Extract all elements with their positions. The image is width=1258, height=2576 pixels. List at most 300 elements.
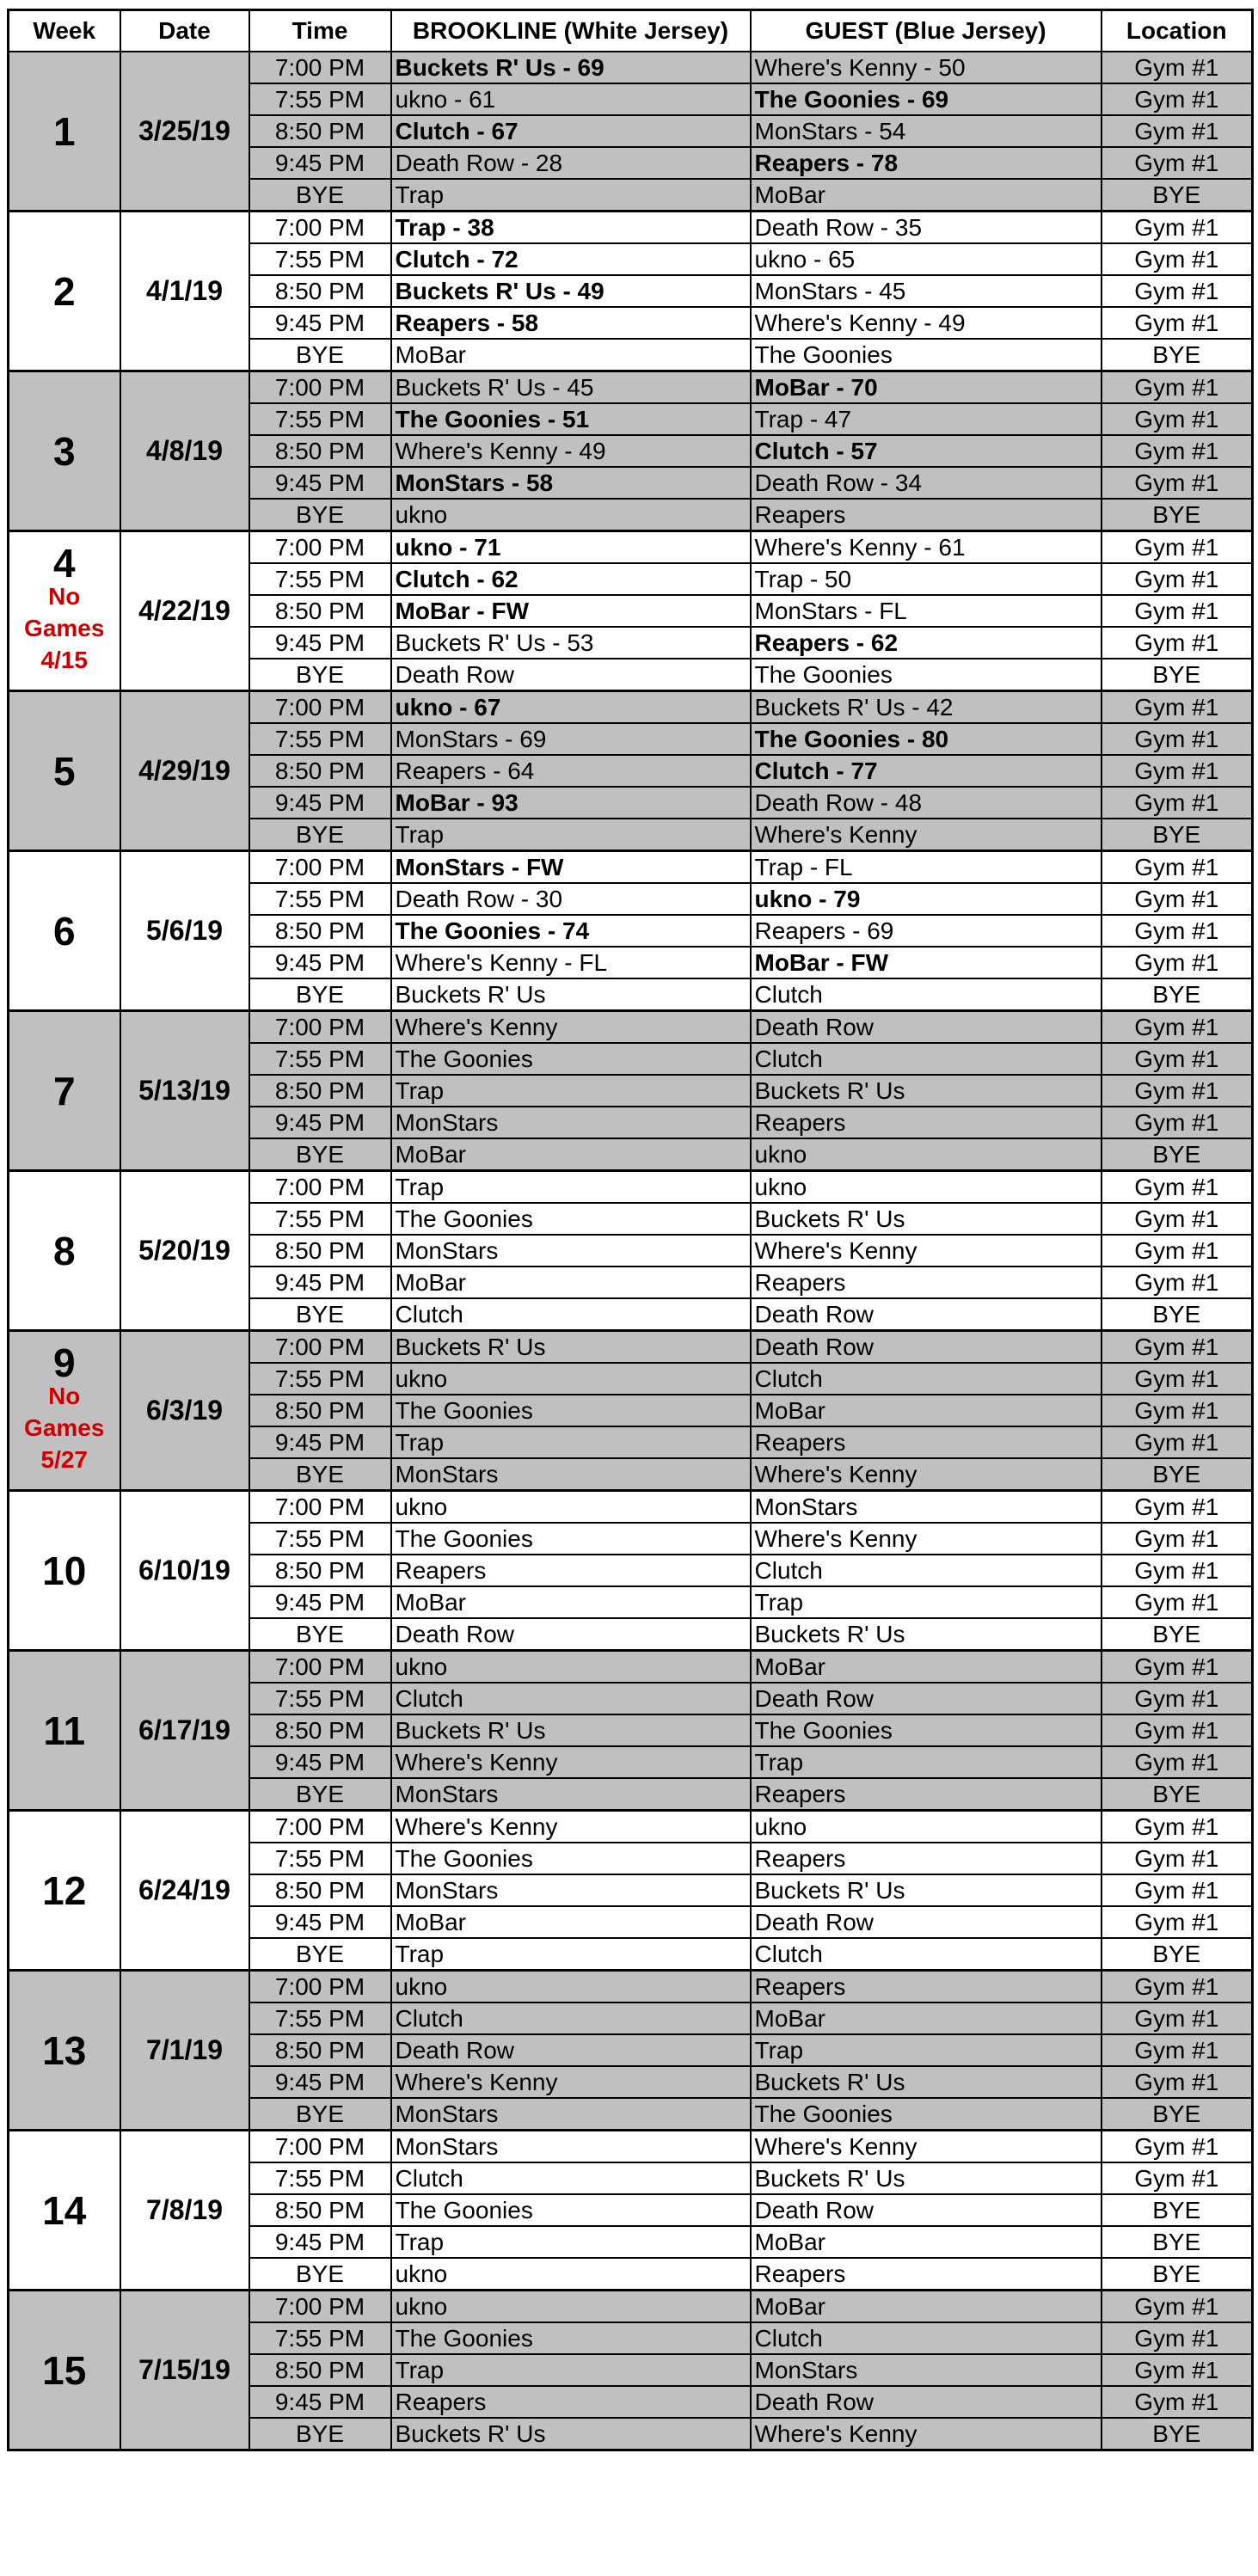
game-location: Gym #1	[1102, 1426, 1253, 1458]
game-location: Gym #1	[1102, 1683, 1253, 1714]
game-location: Gym #1	[1102, 1395, 1253, 1426]
game-location: Gym #1	[1102, 1843, 1253, 1874]
game-time: 8:50 PM	[249, 1874, 391, 1906]
game-time: 8:50 PM	[249, 2034, 391, 2066]
guest-team: Reapers - 78	[751, 147, 1102, 179]
home-team: Clutch - 67	[391, 115, 751, 147]
game-location: Gym #1	[1102, 1203, 1253, 1235]
week-number: 13	[42, 2027, 87, 2073]
guest-team: Trap - 50	[751, 563, 1102, 595]
guest-team: MoBar - 70	[751, 371, 1102, 404]
week-number: 3	[52, 428, 76, 474]
game-location: BYE	[1102, 179, 1253, 212]
home-team: Reapers	[391, 2386, 751, 2418]
week-date: 7/1/19	[120, 1971, 249, 2131]
week-number-cell	[9, 1971, 120, 2131]
home-team: Where's Kenny - FL	[391, 947, 751, 978]
home-team: MoBar - 93	[391, 787, 751, 819]
guest-team: MoBar	[751, 1395, 1102, 1426]
game-location: Gym #1	[1102, 755, 1253, 787]
game-time: 7:00 PM	[249, 1171, 391, 1204]
header-guest: GUEST (Blue Jersey)	[751, 10, 1102, 52]
game-row	[9, 1011, 1253, 1044]
week-block-14	[9, 2131, 1253, 2291]
home-team: Clutch	[391, 1298, 751, 1331]
home-team: MonStars	[391, 2098, 751, 2131]
guest-team: MonStars	[751, 1491, 1102, 1524]
home-team: Death Row	[391, 2034, 751, 2066]
home-team: ukno - 71	[391, 531, 751, 564]
header-location: Location	[1102, 10, 1253, 52]
game-location: Gym #1	[1102, 1043, 1253, 1075]
guest-team: Where's Kenny	[751, 1458, 1102, 1491]
game-time: 9:45 PM	[249, 2066, 391, 2098]
guest-team: The Goonies	[751, 659, 1102, 691]
game-time: 8:50 PM	[249, 915, 391, 947]
game-time: 8:50 PM	[249, 435, 391, 467]
guest-team: ukno - 79	[751, 883, 1102, 915]
week-number: 7	[52, 1068, 76, 1113]
week-number-cell	[9, 212, 120, 371]
guest-team: The Goonies	[751, 2098, 1102, 2131]
guest-team: The Goonies	[751, 339, 1102, 371]
game-row	[9, 531, 1253, 564]
game-location: Gym #1	[1102, 2291, 1253, 2323]
game-location: BYE	[1102, 1458, 1253, 1491]
game-time: 9:45 PM	[249, 1267, 391, 1298]
game-location: BYE	[1102, 659, 1253, 691]
home-team: Clutch - 72	[391, 243, 751, 275]
game-time: 7:55 PM	[249, 243, 391, 275]
game-time: 9:45 PM	[249, 1586, 391, 1618]
game-location: Gym #1	[1102, 2034, 1253, 2066]
home-team: The Goonies	[391, 2322, 751, 2354]
week-number: 4	[52, 541, 76, 586]
guest-team: Buckets R' Us	[751, 1874, 1102, 1906]
game-time: 9:45 PM	[249, 627, 391, 659]
game-location: Gym #1	[1102, 435, 1253, 467]
home-team: Death Row	[391, 1618, 751, 1651]
game-location: Gym #1	[1102, 1107, 1253, 1138]
home-team: MonStars	[391, 2131, 751, 2163]
week-date: 6/10/19	[120, 1491, 249, 1651]
game-time: BYE	[249, 1778, 391, 1811]
week-number-cell	[9, 1491, 120, 1651]
guest-team: Death Row	[751, 1011, 1102, 1044]
guest-team: Clutch	[751, 1555, 1102, 1586]
guest-team: MoBar - FW	[751, 947, 1102, 978]
home-team: MonStars	[391, 1874, 751, 1906]
game-location: Gym #1	[1102, 1491, 1253, 1524]
game-location: Gym #1	[1102, 147, 1253, 179]
home-team: Where's Kenny - 49	[391, 435, 751, 467]
game-time: 7:55 PM	[249, 1683, 391, 1714]
week-number-cell	[9, 52, 120, 212]
week-date: 5/6/19	[120, 851, 249, 1011]
game-location: Gym #1	[1102, 1971, 1253, 2003]
game-location: Gym #1	[1102, 2003, 1253, 2034]
home-team: Buckets R' Us	[391, 978, 751, 1011]
game-time: 7:00 PM	[249, 1971, 391, 2003]
game-location: Gym #1	[1102, 307, 1253, 339]
game-row	[9, 1651, 1253, 1684]
game-location: Gym #1	[1102, 1235, 1253, 1267]
game-time: 7:00 PM	[249, 371, 391, 404]
game-location: Gym #1	[1102, 1267, 1253, 1298]
guest-team: Buckets R' Us	[751, 2162, 1102, 2194]
game-location: BYE	[1102, 2226, 1253, 2258]
home-team: MonStars - 58	[391, 467, 751, 499]
guest-team: Death Row	[751, 2194, 1102, 2226]
game-time: 8:50 PM	[249, 755, 391, 787]
game-location: Gym #1	[1102, 83, 1253, 115]
header-home: BROOKLINE (White Jersey)	[391, 10, 751, 52]
home-team: ukno	[391, 1363, 751, 1395]
home-team: ukno	[391, 2258, 751, 2291]
guest-team: MonStars - 54	[751, 115, 1102, 147]
game-location: BYE	[1102, 2098, 1253, 2131]
guest-team: The Goonies - 69	[751, 83, 1102, 115]
home-team: Where's Kenny	[391, 2066, 751, 2098]
game-row	[9, 691, 1253, 724]
home-team: Trap	[391, 1075, 751, 1107]
week-number-cell	[9, 2131, 120, 2291]
game-time: 7:55 PM	[249, 2162, 391, 2194]
game-time: BYE	[249, 1298, 391, 1331]
home-team: ukno	[391, 1651, 751, 1684]
guest-team: The Goonies - 80	[751, 723, 1102, 755]
week-date: 4/29/19	[120, 691, 249, 851]
guest-team: MoBar	[751, 2003, 1102, 2034]
week-block-1	[9, 52, 1253, 212]
home-team: Buckets R' Us - 53	[391, 627, 751, 659]
header-time: Time	[249, 10, 391, 52]
game-location: Gym #1	[1102, 531, 1253, 564]
home-team: ukno	[391, 1491, 751, 1524]
week-number: 11	[43, 1708, 86, 1753]
home-team: The Goonies	[391, 2194, 751, 2226]
week-number-cell	[9, 1331, 120, 1491]
guest-team: Trap	[751, 2034, 1102, 2066]
guest-team: Reapers	[751, 2258, 1102, 2291]
game-time: 9:45 PM	[249, 307, 391, 339]
game-row	[9, 2291, 1253, 2323]
header-date: Date	[120, 10, 249, 52]
game-time: 9:45 PM	[249, 2226, 391, 2258]
game-time: BYE	[249, 499, 391, 531]
game-location: Gym #1	[1102, 1075, 1253, 1107]
game-time: 7:55 PM	[249, 1523, 391, 1555]
game-time: 7:00 PM	[249, 52, 391, 83]
week-number: 8	[52, 1228, 76, 1273]
guest-team: Clutch	[751, 978, 1102, 1011]
guest-team: Where's Kenny - 49	[751, 307, 1102, 339]
game-time: 9:45 PM	[249, 467, 391, 499]
game-time: 9:45 PM	[249, 1426, 391, 1458]
guest-team: Buckets R' Us	[751, 1075, 1102, 1107]
game-time: BYE	[249, 2258, 391, 2291]
header-week: Week	[9, 10, 120, 52]
game-location: BYE	[1102, 978, 1253, 1011]
game-time: 7:55 PM	[249, 1363, 391, 1395]
game-row	[9, 1971, 1253, 2003]
game-location: BYE	[1102, 1938, 1253, 1971]
game-time: 8:50 PM	[249, 1555, 391, 1586]
guest-team: Death Row - 34	[751, 467, 1102, 499]
guest-team: Reapers	[751, 499, 1102, 531]
game-time: 7:55 PM	[249, 83, 391, 115]
no-games-note: Games	[24, 615, 105, 641]
guest-team: Reapers	[751, 1778, 1102, 1811]
game-location: Gym #1	[1102, 1651, 1253, 1684]
home-team: Trap	[391, 2226, 751, 2258]
week-date: 5/20/19	[120, 1171, 249, 1331]
game-time: 9:45 PM	[249, 1107, 391, 1138]
game-location: Gym #1	[1102, 1331, 1253, 1364]
guest-team: Clutch - 77	[751, 755, 1102, 787]
home-team: Where's Kenny	[391, 1746, 751, 1778]
game-row	[9, 2131, 1253, 2163]
game-location: Gym #1	[1102, 915, 1253, 947]
game-time: BYE	[249, 1618, 391, 1651]
game-time: 9:45 PM	[249, 947, 391, 978]
guest-team: Clutch	[751, 1363, 1102, 1395]
game-time: BYE	[249, 2098, 391, 2131]
week-number-cell	[9, 851, 120, 1011]
week-date: 3/25/19	[120, 52, 249, 212]
week-block-5	[9, 691, 1253, 851]
no-games-note: 5/27	[40, 1446, 88, 1473]
game-time: 7:00 PM	[249, 1331, 391, 1364]
home-team: MoBar	[391, 1906, 751, 1938]
week-block-9	[9, 1331, 1253, 1491]
guest-team: ukno	[751, 1138, 1102, 1171]
guest-team: Reapers	[751, 1267, 1102, 1298]
guest-team: MoBar	[751, 179, 1102, 212]
game-location: Gym #1	[1102, 212, 1253, 244]
game-time: 7:55 PM	[249, 2322, 391, 2354]
game-time: 8:50 PM	[249, 595, 391, 627]
home-team: MoBar	[391, 1138, 751, 1171]
game-location: Gym #1	[1102, 2131, 1253, 2163]
guest-team: Death Row - 35	[751, 212, 1102, 244]
game-location: Gym #1	[1102, 595, 1253, 627]
game-location: Gym #1	[1102, 1586, 1253, 1618]
guest-team: Reapers	[751, 1843, 1102, 1874]
guest-team: The Goonies	[751, 1714, 1102, 1746]
game-time: BYE	[249, 1458, 391, 1491]
guest-team: MonStars	[751, 2354, 1102, 2386]
home-team: ukno	[391, 499, 751, 531]
game-time: 9:45 PM	[249, 147, 391, 179]
guest-team: Trap - 47	[751, 403, 1102, 435]
game-location: Gym #1	[1102, 787, 1253, 819]
game-time: 7:00 PM	[249, 851, 391, 884]
game-location: BYE	[1102, 2418, 1253, 2450]
game-time: 7:55 PM	[249, 723, 391, 755]
home-team: ukno	[391, 2291, 751, 2323]
game-location: Gym #1	[1102, 1874, 1253, 1906]
game-time: 7:55 PM	[249, 1203, 391, 1235]
week-number-cell	[9, 1171, 120, 1331]
home-team: ukno - 67	[391, 691, 751, 724]
home-team: The Goonies	[391, 1843, 751, 1874]
game-time: 7:00 PM	[249, 1011, 391, 1044]
game-location: Gym #1	[1102, 2386, 1253, 2418]
game-location: Gym #1	[1102, 1011, 1253, 1044]
game-time: 7:00 PM	[249, 531, 391, 564]
game-location: Gym #1	[1102, 1171, 1253, 1204]
guest-team: Clutch	[751, 2322, 1102, 2354]
week-date: 5/13/19	[120, 1011, 249, 1171]
game-time: BYE	[249, 1938, 391, 1971]
home-team: MoBar	[391, 1586, 751, 1618]
week-number-cell	[9, 1811, 120, 1971]
week-number: 12	[42, 1868, 87, 1913]
game-time: 8:50 PM	[249, 115, 391, 147]
schedule-table	[7, 9, 1254, 2451]
home-team: Trap - 38	[391, 212, 751, 244]
game-location: Gym #1	[1102, 2162, 1253, 2194]
guest-team: MoBar	[751, 1651, 1102, 1684]
home-team: Buckets R' Us	[391, 1714, 751, 1746]
game-location: Gym #1	[1102, 563, 1253, 595]
header-row	[9, 10, 1253, 52]
game-location: Gym #1	[1102, 1555, 1253, 1586]
home-team: MonStars	[391, 1235, 751, 1267]
game-time: BYE	[249, 659, 391, 691]
game-row	[9, 1491, 1253, 1524]
home-team: MonStars - FW	[391, 851, 751, 884]
game-location: Gym #1	[1102, 1906, 1253, 1938]
home-team: Trap	[391, 1171, 751, 1204]
game-time: 9:45 PM	[249, 2386, 391, 2418]
week-number: 2	[52, 268, 76, 314]
game-location: Gym #1	[1102, 851, 1253, 884]
week-block-12	[9, 1811, 1253, 1971]
game-location: Gym #1	[1102, 371, 1253, 404]
game-time: 8:50 PM	[249, 275, 391, 307]
guest-team: Trap - FL	[751, 851, 1102, 884]
game-location: Gym #1	[1102, 52, 1253, 83]
home-team: MonStars - 69	[391, 723, 751, 755]
week-number-cell	[9, 691, 120, 851]
game-time: 7:55 PM	[249, 403, 391, 435]
week-date: 7/15/19	[120, 2291, 249, 2450]
home-team: Where's Kenny	[391, 1011, 751, 1044]
game-location: Gym #1	[1102, 691, 1253, 724]
game-time: 7:55 PM	[249, 2003, 391, 2034]
home-team: Trap	[391, 2354, 751, 2386]
home-team: Trap	[391, 1938, 751, 1971]
week-number-cell	[9, 1011, 120, 1171]
guest-team: Buckets R' Us	[751, 1203, 1102, 1235]
week-block-3	[9, 371, 1253, 531]
game-row	[9, 371, 1253, 404]
week-number: 10	[42, 1548, 87, 1593]
game-location: Gym #1	[1102, 467, 1253, 499]
game-location: Gym #1	[1102, 2354, 1253, 2386]
week-number-cell	[9, 531, 120, 691]
home-team: The Goonies	[391, 1395, 751, 1426]
home-team: MonStars	[391, 1458, 751, 1491]
home-team: Where's Kenny	[391, 1811, 751, 1843]
game-time: 7:00 PM	[249, 1651, 391, 1684]
guest-team: ukno - 65	[751, 243, 1102, 275]
game-location: BYE	[1102, 499, 1253, 531]
game-location: BYE	[1102, 1778, 1253, 1811]
game-location: Gym #1	[1102, 2066, 1253, 2098]
game-location: Gym #1	[1102, 1714, 1253, 1746]
game-location: Gym #1	[1102, 2322, 1253, 2354]
home-team: The Goonies - 51	[391, 403, 751, 435]
guest-team: Death Row	[751, 1298, 1102, 1331]
guest-team: Buckets R' Us	[751, 2066, 1102, 2098]
guest-team: Where's Kenny	[751, 2131, 1102, 2163]
game-time: 8:50 PM	[249, 1075, 391, 1107]
game-time: 7:00 PM	[249, 2291, 391, 2323]
game-time: 7:00 PM	[249, 691, 391, 724]
game-time: BYE	[249, 339, 391, 371]
home-team: Death Row	[391, 659, 751, 691]
game-location: Gym #1	[1102, 275, 1253, 307]
guest-team: Death Row	[751, 1331, 1102, 1364]
no-games-note: 4/15	[40, 647, 88, 673]
game-location: Gym #1	[1102, 627, 1253, 659]
home-team: Clutch - 62	[391, 563, 751, 595]
home-team: MonStars	[391, 1778, 751, 1811]
guest-team: Where's Kenny - 50	[751, 52, 1102, 83]
week-date: 4/8/19	[120, 371, 249, 531]
week-date: 4/1/19	[120, 212, 249, 371]
game-location: BYE	[1102, 2258, 1253, 2291]
week-date: 6/17/19	[120, 1651, 249, 1811]
game-time: 9:45 PM	[249, 1746, 391, 1778]
week-block-4	[9, 531, 1253, 691]
guest-team: ukno	[751, 1171, 1102, 1204]
week-number: 1	[52, 108, 76, 154]
home-team: The Goonies	[391, 1203, 751, 1235]
home-team: ukno - 61	[391, 83, 751, 115]
week-block-7	[9, 1011, 1253, 1171]
game-location: Gym #1	[1102, 243, 1253, 275]
game-time: 8:50 PM	[249, 2194, 391, 2226]
guest-team: Reapers - 62	[751, 627, 1102, 659]
home-team: Clutch	[391, 2162, 751, 2194]
home-team: Reapers - 64	[391, 755, 751, 787]
home-team: Reapers - 58	[391, 307, 751, 339]
game-time: 7:55 PM	[249, 1843, 391, 1874]
game-row	[9, 1811, 1253, 1843]
game-location: Gym #1	[1102, 1811, 1253, 1843]
guest-team: Where's Kenny	[751, 2418, 1102, 2450]
guest-team: Where's Kenny	[751, 819, 1102, 851]
guest-team: Clutch	[751, 1938, 1102, 1971]
game-time: BYE	[249, 1138, 391, 1171]
game-location: BYE	[1102, 339, 1253, 371]
game-location: Gym #1	[1102, 1363, 1253, 1395]
guest-team: Trap	[751, 1746, 1102, 1778]
game-row	[9, 1171, 1253, 1204]
game-time: 9:45 PM	[249, 787, 391, 819]
week-block-15	[9, 2291, 1253, 2450]
guest-team: Buckets R' Us - 42	[751, 691, 1102, 724]
game-location: BYE	[1102, 819, 1253, 851]
home-team: ukno	[391, 1971, 751, 2003]
guest-team: Buckets R' Us	[751, 1618, 1102, 1651]
week-block-6	[9, 851, 1253, 1011]
game-location: BYE	[1102, 2194, 1253, 2226]
